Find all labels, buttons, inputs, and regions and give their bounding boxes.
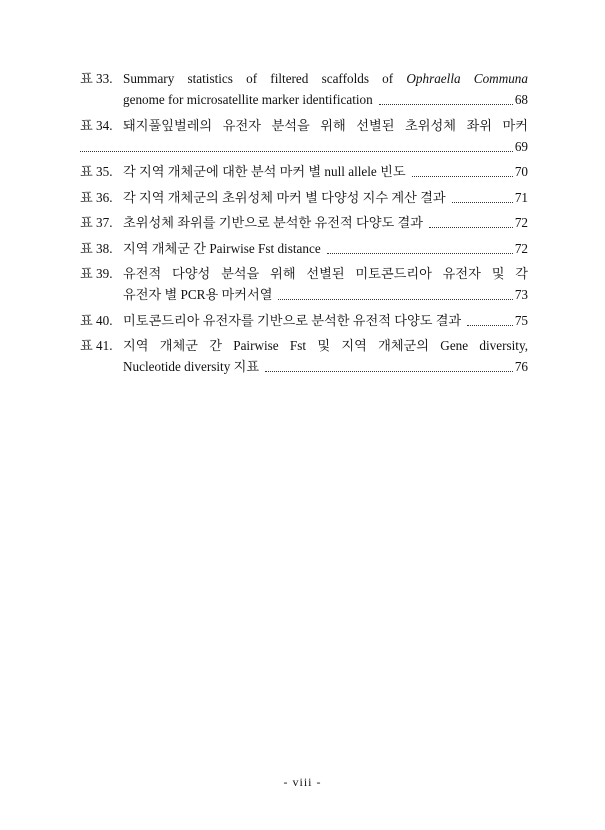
entry-title: 지역 개체군 간 Pairwise Fst distance xyxy=(123,240,321,256)
dot-leader xyxy=(467,325,513,326)
entry-title: 미토콘드리아 유전자를 기반으로 분석한 유전적 다양도 결과 xyxy=(123,312,462,328)
entry-title: 각 지역 개체군의 초위성체 마커 별 다양성 지수 계산 결과 xyxy=(123,189,446,205)
dot-leader xyxy=(379,104,513,105)
entry-label: 표 36. xyxy=(80,189,113,205)
toc-entry-36[interactable] xyxy=(80,187,528,208)
page-number: 75 xyxy=(514,312,528,328)
toc-entry-37[interactable] xyxy=(80,212,528,233)
toc-entry-34[interactable] xyxy=(80,115,528,157)
entry-title-line1: 지역 개체군 간 Pairwise Fst 및 지역 개체군의 Gene diversity, xyxy=(123,338,528,353)
dot-leader xyxy=(412,176,513,177)
toc-entry-38[interactable] xyxy=(80,238,528,259)
dot-leader xyxy=(429,227,513,228)
entry-title-line1: 유전적 다양성 분석을 위해 선별된 미토콘드리아 유전자 및 각 xyxy=(123,266,528,281)
toc-entry-40[interactable] xyxy=(80,310,528,331)
page-number: 72 xyxy=(514,215,528,230)
entry-title: 초위성체 좌위를 기반으로 분석한 유전적 다양도 결과 xyxy=(123,215,424,230)
entry-label: 표 40. xyxy=(80,312,113,328)
entry-label: 표 33. xyxy=(80,71,113,86)
page-number: 70 xyxy=(514,164,528,179)
species-name: Ophraella Communa xyxy=(406,71,528,86)
page-number: 72 xyxy=(514,240,528,256)
toc-entry-39[interactable] xyxy=(80,263,528,305)
dot-leader xyxy=(80,151,513,152)
entry-label: 표 38. xyxy=(80,240,113,256)
entry-label: 표 37. xyxy=(80,215,113,230)
entry-title-line2: genome for microsatellite marker identification xyxy=(123,92,373,107)
entry-label: 표 34. xyxy=(80,117,113,133)
toc-entry-33[interactable] xyxy=(80,68,528,110)
entry-title-line2: 유전자 별 PCR용 마커서열 xyxy=(123,287,273,302)
entry-label: 표 35. xyxy=(80,164,113,179)
dot-leader xyxy=(452,202,513,203)
dot-leader xyxy=(278,299,512,300)
entry-title-line1: 돼지풀잎벌레의 유전자 분석을 위해 선별된 초위성체 좌위 마커 xyxy=(123,117,528,133)
entry-title-line2: Nucleotide diversity 지표 xyxy=(123,359,260,374)
dot-leader xyxy=(327,253,513,254)
page-footer-number: - viii - xyxy=(283,775,322,789)
table-list xyxy=(80,68,528,382)
entry-label: 표 41. xyxy=(80,338,113,353)
page-number: 71 xyxy=(514,189,528,205)
page-number: 73 xyxy=(514,287,528,302)
page-number: 69 xyxy=(514,138,528,154)
entry-title: 각 지역 개체군에 대한 분석 마커 별 null allele 빈도 xyxy=(123,164,406,179)
page-number: 68 xyxy=(514,92,528,107)
page-number: 76 xyxy=(514,359,528,374)
entry-label: 표 39. xyxy=(80,266,113,281)
dot-leader xyxy=(265,371,513,372)
entry-title-line1: Summary statistics of filtered scaffolds of Ophraella Communa xyxy=(123,71,528,86)
toc-entry-35[interactable] xyxy=(80,161,528,182)
toc-entry-41[interactable] xyxy=(80,335,528,377)
